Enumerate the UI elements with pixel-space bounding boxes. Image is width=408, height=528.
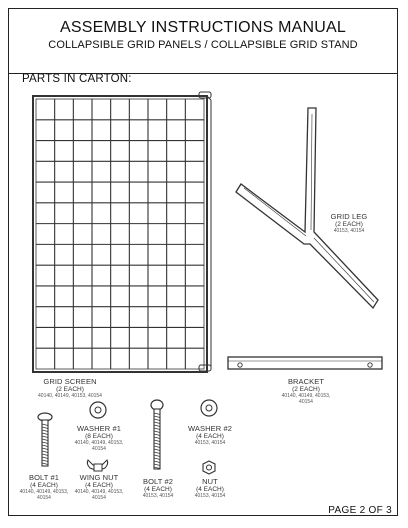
page-subtitle: COLLAPSIBLE GRID PANELS / COLLAPSIBLE GRID STAND [48,39,358,51]
part-codes: 40140, 40149, 40153, 40154 [38,393,102,399]
washer-2-drawing [201,400,217,416]
part-codes: 40140, 40149, 40153, 40154 [74,489,124,501]
part-name: WASHER #2 [188,424,232,433]
part-codes: 40140, 40149, 40153, 40154 [281,393,331,405]
grid-screen-drawing [33,92,211,372]
page-number: PAGE 2 OF 3 [328,505,392,516]
part-name: NUT [202,477,218,486]
part-codes: 40140, 40149, 40153, 40154 [19,489,69,501]
label-washer-1 [70,425,128,452]
part-name: GRID LEG [330,212,368,221]
part-name: BOLT #2 [142,477,174,486]
part-qty: (8 EACH) [85,432,113,440]
part-qty: (4 EACH) [196,485,224,493]
part-qty: (4 EACH) [30,481,58,489]
label-bracket [277,378,335,405]
part-codes: 40153, 40154 [333,228,365,234]
label-washer-2 [183,425,237,446]
section-title: PARTS IN CARTON: [22,73,132,85]
part-name: GRID SCREEN [43,377,97,386]
part-name: BRACKET [287,377,325,386]
bolt-1-drawing [38,413,52,466]
wing-nut-drawing [87,460,107,471]
part-qty: (4 EACH) [196,432,224,440]
part-qty: (4 EACH) [85,481,113,489]
part-codes: 40153, 40154 [194,440,226,446]
page-title: ASSEMBLY INSTRUCTIONS MANUAL [60,19,346,36]
label-bolt-2 [131,478,185,499]
grid-leg-drawing [236,108,378,308]
label-wing-nut [72,474,126,501]
part-codes: 40140, 40149, 40153, 40154 [74,440,124,452]
part-qty: (4 EACH) [144,485,172,493]
bolt-2-drawing [151,400,163,469]
label-grid-screen [30,378,110,399]
nut-drawing [203,461,215,474]
part-qty: (2 EACH) [56,385,84,393]
part-name: WASHER #1 [77,424,121,433]
washer-1-drawing [90,402,106,418]
part-name: WING NUT [79,473,119,482]
part-qty: (2 EACH) [292,385,320,393]
part-name: BOLT #1 [28,473,60,482]
label-grid-leg [318,213,380,234]
part-codes: 40153, 40154 [194,493,226,499]
label-bolt-1 [14,474,74,501]
part-qty: (2 EACH) [335,220,363,228]
bracket-drawing [228,357,382,369]
label-nut [184,478,236,499]
part-codes: 40153, 40154 [142,493,174,499]
